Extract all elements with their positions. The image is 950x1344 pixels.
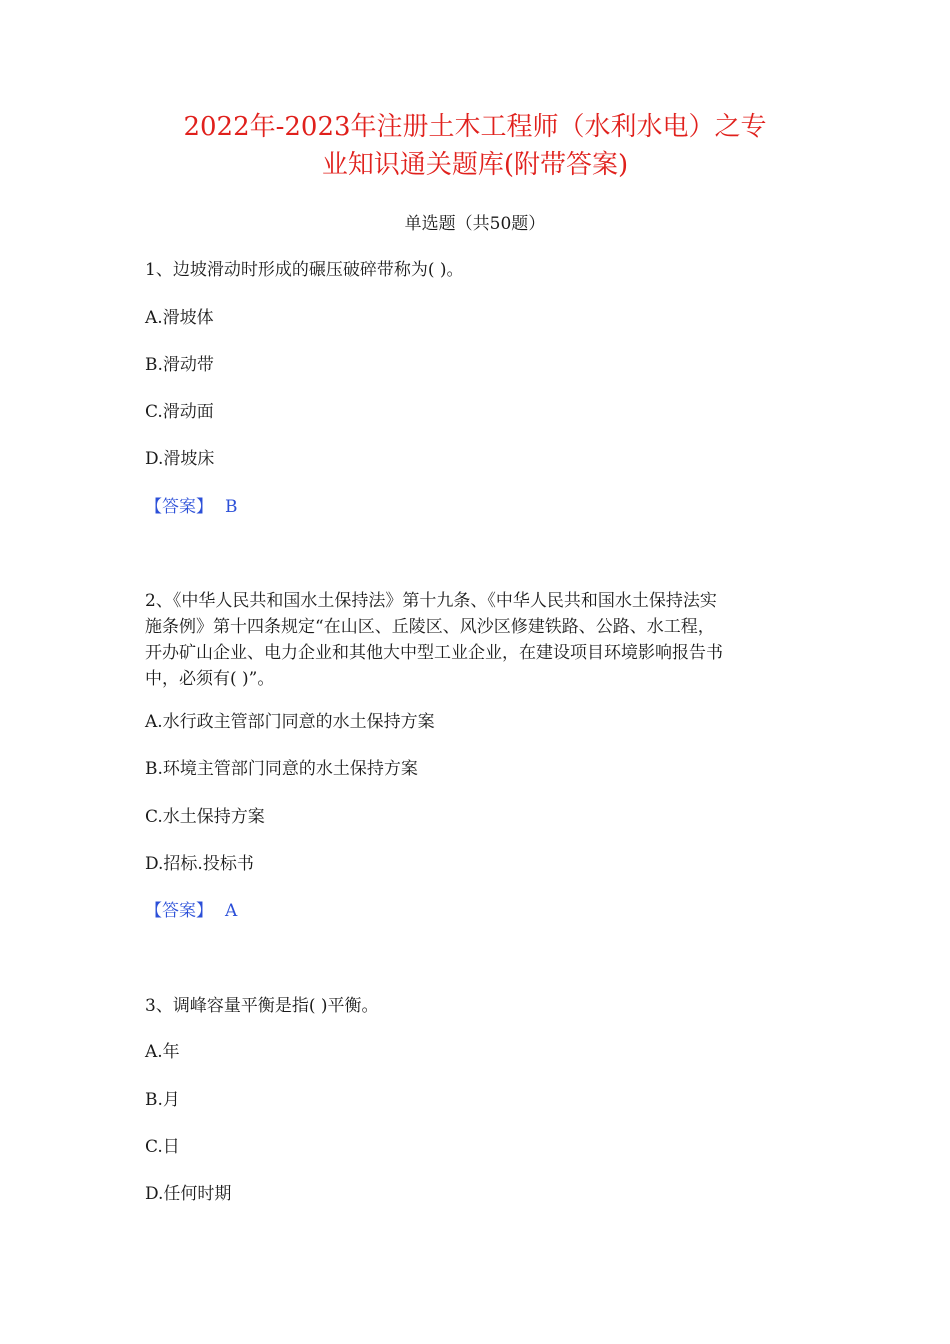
answer-value: B (225, 497, 238, 517)
question-2-answer (145, 899, 237, 923)
answer-label: 【答案】 (145, 497, 213, 517)
question-1-answer (145, 495, 238, 519)
question-3-option-c: C.日 (145, 1137, 180, 1157)
document-title-line-2: 业知识通关题库(附带答案) (321, 150, 629, 180)
answer-value: A (225, 901, 238, 921)
question-1-option-d: D.滑坡床 (145, 449, 215, 469)
question-2-stem (145, 588, 825, 692)
question-2-option-d: D.招标.投标书 (145, 854, 254, 874)
question-2-stem-line-4: 中，必须有( )”。 (145, 669, 275, 689)
answer-label: 【答案】 (145, 901, 213, 921)
question-1-stem: 1、边坡滑动时形成的碾压破碎带称为( )。 (145, 260, 464, 280)
question-2-stem-line-1: 2、《中华人民共和国水土保持法》第十九条、《中华人民共和国水土保持法实 (145, 591, 717, 611)
question-1-option-c: C.滑动面 (145, 402, 214, 422)
question-2-stem-line-2: 施条例》第十四条规定“在山区、丘陵区、风沙区修建铁路、公路、水工程， (145, 617, 715, 637)
section-heading: 单选题（共50题） (404, 214, 546, 234)
question-3-option-b: B.月 (145, 1090, 180, 1110)
question-1-option-a: A.滑坡体 (145, 308, 214, 328)
question-2-option-a: A.水行政主管部门同意的水土保持方案 (145, 712, 435, 732)
question-2-stem-line-3: 开办矿山企业、电力企业和其他大中型工业企业，在建设项目环境影响报告书 (145, 643, 723, 663)
question-3-option-d: D.任何时期 (145, 1184, 232, 1204)
question-3-stem: 3、调峰容量平衡是指( )平衡。 (145, 996, 379, 1016)
question-2-option-c: C.水土保持方案 (145, 807, 265, 827)
question-2-option-b: B.环境主管部门同意的水土保持方案 (145, 759, 418, 779)
document-title (120, 108, 830, 184)
question-1-option-b: B.滑动带 (145, 355, 214, 375)
question-3-option-a: A.年 (145, 1042, 180, 1062)
document-title-line-1: 2022年-2023年注册土木工程师（水利水电）之专 (183, 112, 767, 142)
